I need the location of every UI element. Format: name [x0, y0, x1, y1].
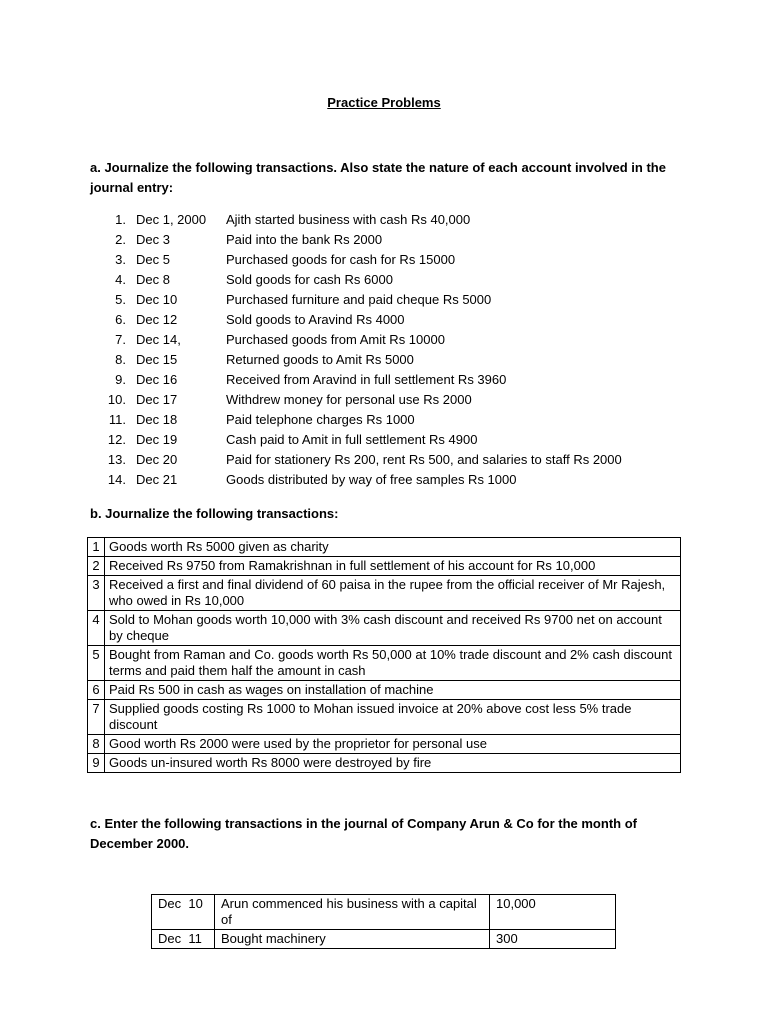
table-row: [152, 895, 616, 930]
item-number: 6.: [115, 312, 126, 327]
list-item: [100, 290, 700, 310]
item-number: 12.: [107, 432, 126, 447]
list-item: [100, 430, 700, 450]
table-row: [88, 576, 681, 611]
item-number: 10.: [107, 392, 126, 407]
item-description: Paid for stationery Rs 200, rent Rs 500, and salaries to staff Rs 2000: [226, 452, 622, 467]
row-description: Goods un-insured worth Rs 8000 were destroyed by fire: [105, 754, 681, 773]
item-number: 11.: [108, 412, 126, 427]
table-row: [88, 538, 681, 557]
item-number: 13.: [107, 452, 126, 467]
item-number: 3.: [115, 252, 126, 267]
item-date: Dec 16: [136, 372, 178, 387]
row-number: 7: [88, 700, 105, 735]
list-item: [100, 410, 700, 430]
item-date: Dec 21: [136, 472, 178, 487]
list-item: [100, 330, 700, 350]
row-description: Good worth Rs 2000 were used by the proprietor for personal use: [105, 735, 681, 754]
item-number: 4.: [115, 272, 126, 287]
item-description: Ajith started business with cash Rs 40,000: [226, 212, 471, 227]
section-a-heading: a. Journalize the following transactions. Also state the nature of each account involved in the journal entry:: [90, 160, 666, 195]
section-c-heading: c. Enter the following transactions in the journal of Company Arun & Co for the month of December 2000.: [90, 816, 637, 851]
item-number: 7.: [115, 332, 126, 347]
item-description: Paid into the bank Rs 2000: [226, 232, 383, 247]
list-item: [100, 390, 700, 410]
list-item: [100, 350, 700, 370]
item-date: Dec 19: [136, 432, 178, 447]
table-row: [88, 754, 681, 773]
row-number: 9: [88, 754, 105, 773]
table-row: [88, 681, 681, 700]
item-number: 9.: [115, 372, 126, 387]
row-number: 8: [88, 735, 105, 754]
item-date: Dec 5: [136, 252, 170, 267]
table-row: [88, 700, 681, 735]
list-item: [100, 470, 700, 490]
section-a-transaction-list: [100, 210, 700, 490]
page-title: Practice Problems: [327, 95, 441, 110]
list-item: [100, 230, 700, 250]
item-date: Dec 15: [136, 352, 178, 367]
row-number: 6: [88, 681, 105, 700]
item-number: 5.: [115, 292, 126, 307]
item-description: Withdrew money for personal use Rs 2000: [226, 392, 472, 407]
row-description: Bought machinery: [215, 930, 490, 949]
item-date: Dec 20: [136, 452, 178, 467]
section-b-heading: b. Journalize the following transactions:: [90, 506, 339, 521]
item-date: Dec 12: [136, 312, 178, 327]
item-date: Dec 10: [136, 292, 178, 307]
list-item: [100, 310, 700, 330]
row-description: Sold to Mohan goods worth 10,000 with 3% cash discount and received Rs 9700 net on account by cheque: [105, 611, 681, 646]
item-description: Returned goods to Amit Rs 5000: [226, 352, 414, 367]
list-item: [100, 270, 700, 290]
item-number: 8.: [115, 352, 126, 367]
item-date: Dec 17: [136, 392, 178, 407]
table-row: [88, 646, 681, 681]
item-description: Received from Aravind in full settlement Rs 3960: [226, 372, 507, 387]
item-description: Paid telephone charges Rs 1000: [226, 412, 415, 427]
row-number: 4: [88, 611, 105, 646]
list-item: [100, 250, 700, 270]
table-row: [88, 611, 681, 646]
row-number: 1: [88, 538, 105, 557]
row-number: 2: [88, 557, 105, 576]
section-b-table: [87, 537, 681, 773]
row-description: Received Rs 9750 from Ramakrishnan in full settlement of his account for Rs 10,000: [105, 557, 681, 576]
row-number: 5: [88, 646, 105, 681]
list-item: [100, 450, 700, 470]
table-row: [88, 735, 681, 754]
item-date: Dec 14,: [136, 332, 181, 347]
item-date: Dec 1, 2000: [136, 212, 207, 227]
row-description: Bought from Raman and Co. goods worth Rs 50,000 at 10% trade discount and 2% cash discount terms and paid them half the amount in cash: [105, 646, 681, 681]
item-number: 2.: [115, 232, 126, 247]
list-item: [100, 370, 700, 390]
item-description: Purchased goods from Amit Rs 10000: [226, 332, 445, 347]
row-description: Paid Rs 500 in cash as wages on installation of machine: [105, 681, 681, 700]
row-description: Arun commenced his business with a capital of: [215, 895, 490, 930]
section-c-table: [151, 894, 616, 949]
item-date: Dec 3: [136, 232, 170, 247]
item-description: Purchased goods for cash for Rs 15000: [226, 252, 456, 267]
row-description: Received a first and final dividend of 60 paisa in the rupee from the official receiver of Mr Rajesh, who owed in Rs 10,000: [105, 576, 681, 611]
table-row: [88, 557, 681, 576]
item-date: Dec 8: [136, 272, 170, 287]
row-description: Supplied goods costing Rs 1000 to Mohan issued invoice at 20% above cost less 5% trade discount: [105, 700, 681, 735]
row-description: Goods worth Rs 5000 given as charity: [105, 538, 681, 557]
row-date: Dec 10: [152, 895, 215, 930]
item-description: Purchased furniture and paid cheque Rs 5000: [226, 292, 492, 307]
item-description: Goods distributed by way of free samples Rs 1000: [226, 472, 517, 487]
item-description: Sold goods for cash Rs 6000: [226, 272, 393, 287]
row-number: 3: [88, 576, 105, 611]
item-description: Sold goods to Aravind Rs 4000: [226, 312, 405, 327]
table-row: [152, 930, 616, 949]
item-number: 1.: [115, 212, 126, 227]
list-item: [100, 210, 700, 230]
item-date: Dec 18: [136, 412, 178, 427]
item-number: 14.: [107, 472, 126, 487]
row-amount: 10,000: [490, 895, 616, 930]
row-amount: 300: [490, 930, 616, 949]
item-description: Cash paid to Amit in full settlement Rs 4900: [226, 432, 478, 447]
row-date: Dec 11: [152, 930, 215, 949]
